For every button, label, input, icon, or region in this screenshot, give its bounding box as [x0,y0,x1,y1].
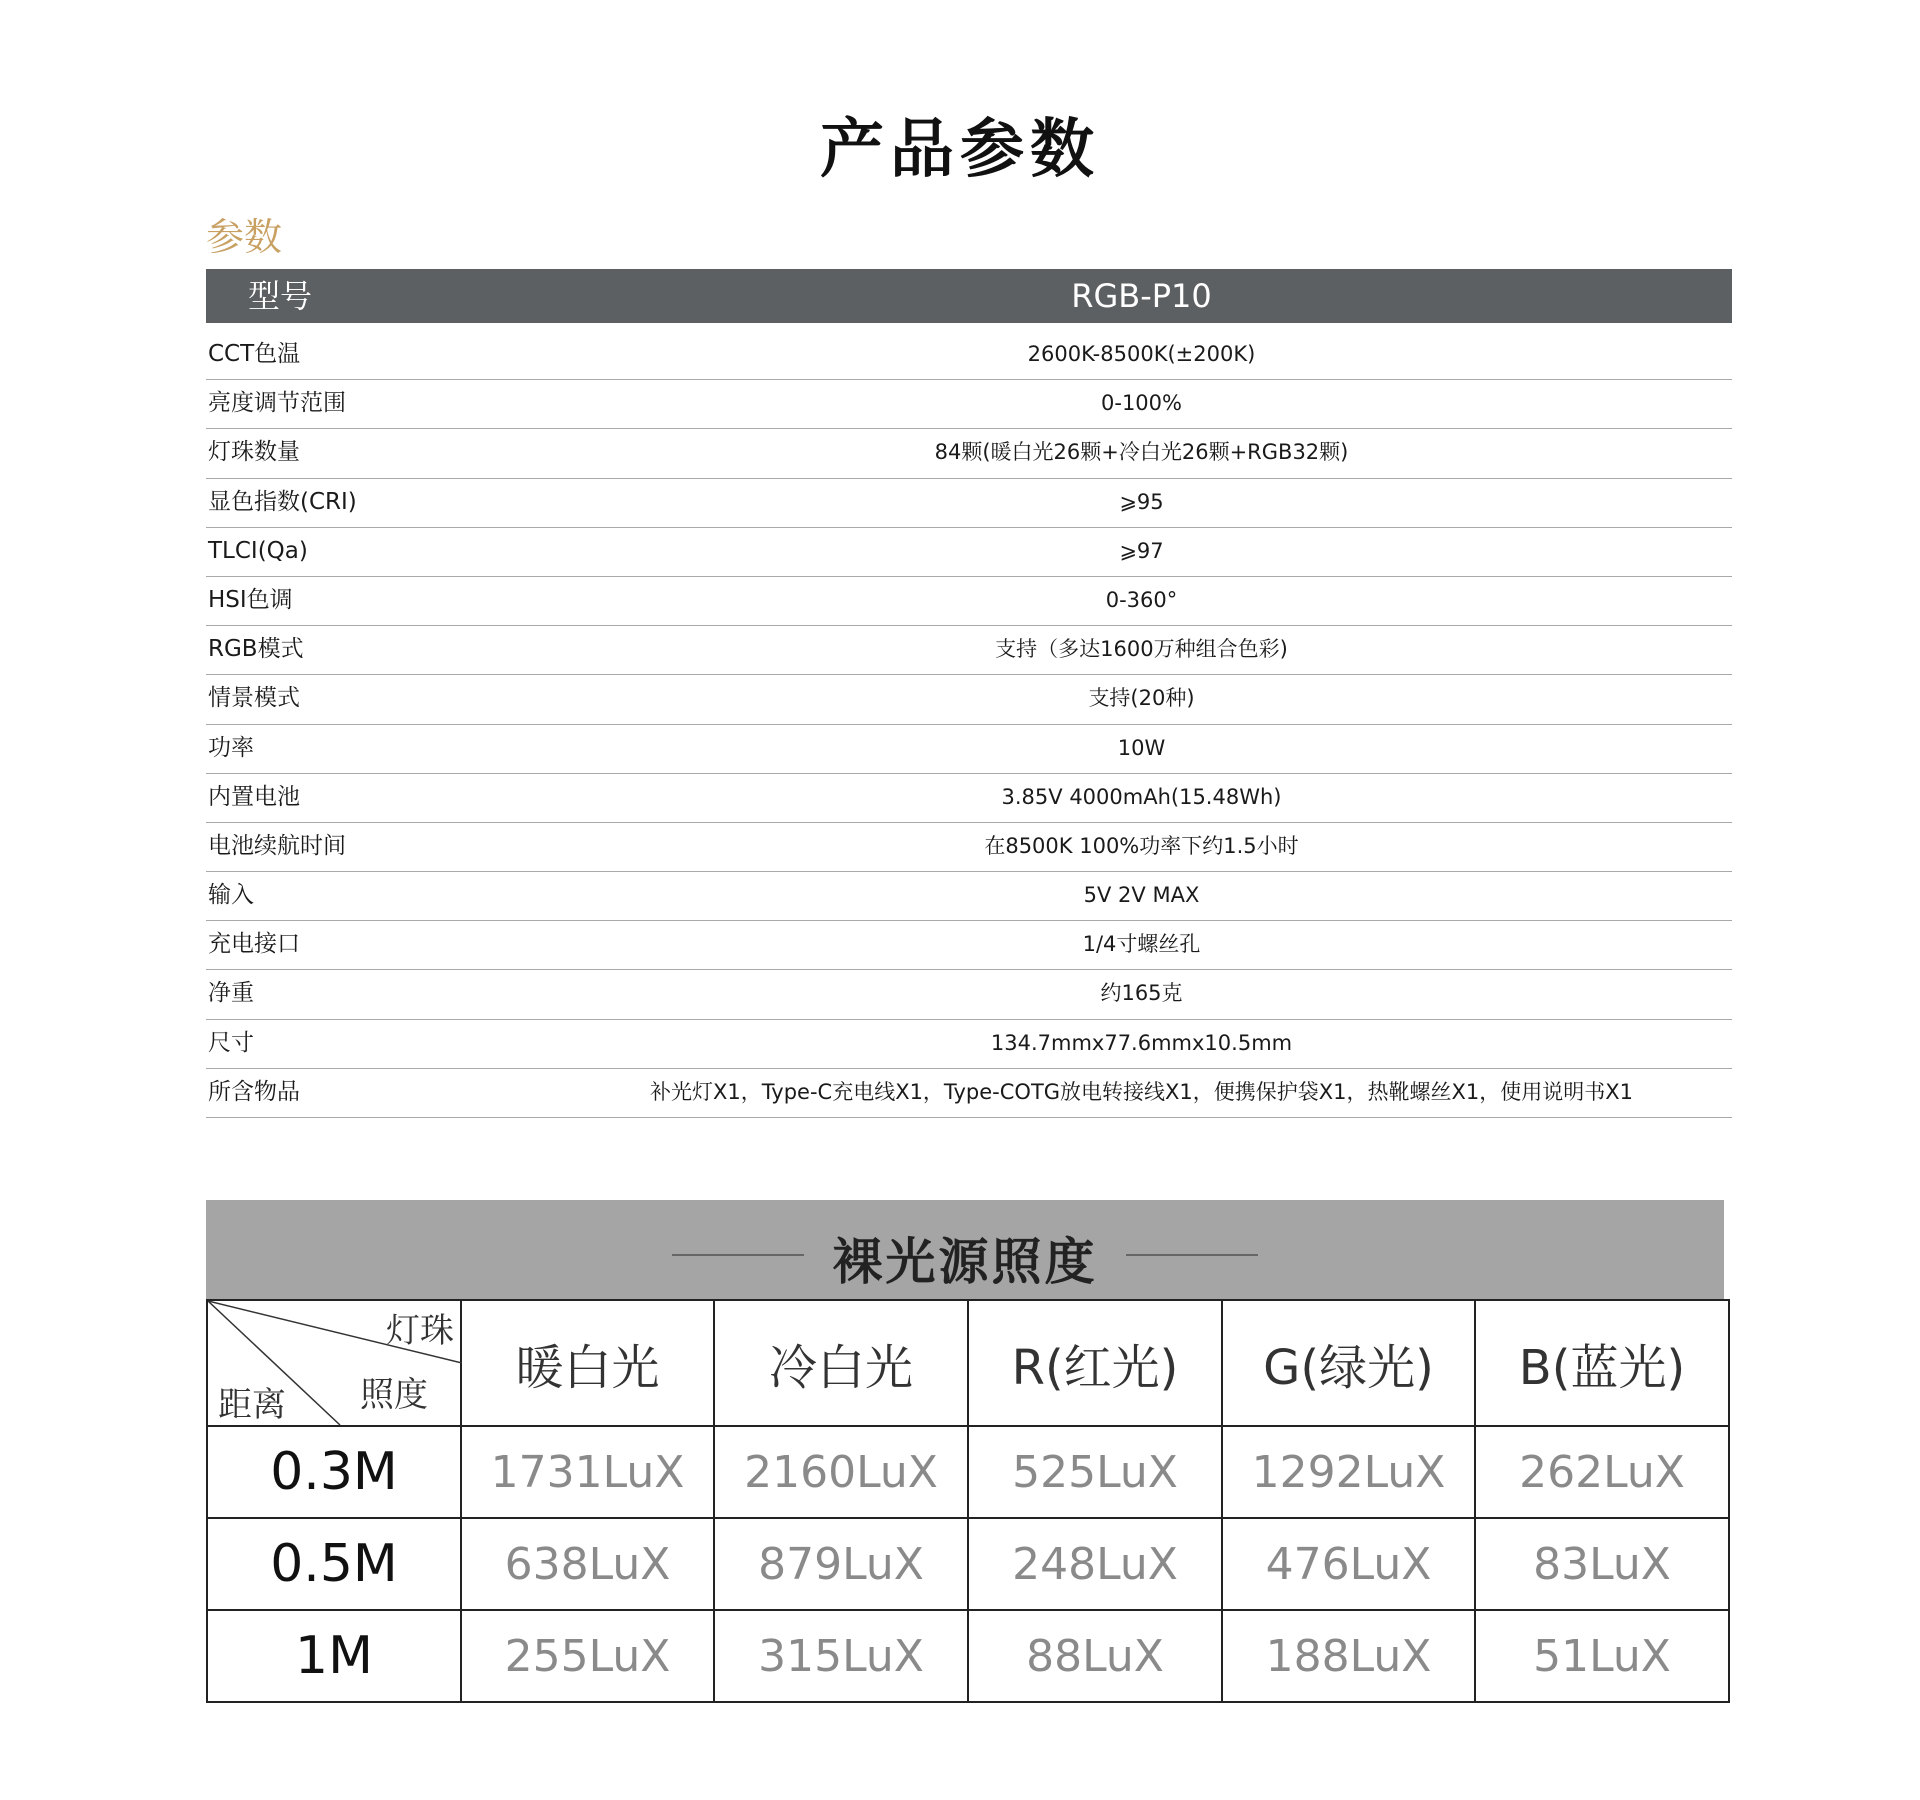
spec-label: 所含物品 [208,1078,300,1105]
spec-row [206,577,1732,626]
spec-row [206,429,1732,478]
spec-label: HSI色调 [208,586,293,613]
spec-label: TLCI(Qa) [208,537,308,564]
spec-label: CCT色温 [208,341,301,367]
lux-cell: 2160LuX [714,1426,968,1518]
spec-value: ⩾97 [1119,538,1164,563]
spec-row [206,725,1732,774]
spec-label: 尺寸 [208,1029,254,1056]
spec-value: ⩾95 [1119,489,1164,514]
spec-label: 灯珠数量 [208,439,300,466]
spec-value: 0-360° [1105,587,1178,612]
spec-row [206,479,1732,528]
spec-table-header [206,269,1732,323]
section-label: 参数 [206,215,283,259]
spec-row [206,675,1732,724]
lux-cell: 476LuX [1222,1518,1475,1610]
spec-label: 显色指数(CRI) [208,488,357,515]
spec-value: 84颗(暖白光26颗+冷白光26颗+RGB32颗) [934,440,1349,465]
illuminance-table [206,1299,1730,1703]
lux-cell: 262LuX [1475,1426,1729,1518]
spec-row [206,1020,1732,1069]
spec-row [206,528,1732,577]
spec-value: 3.85V 4000mAh(15.48Wh) [1001,784,1282,809]
model-value: RGB-P10 [1071,277,1212,315]
lux-cell: 879LuX [714,1518,968,1610]
spec-value: 5V 2V MAX [1083,883,1200,908]
lux-cell: 83LuX [1475,1518,1729,1610]
table-row [207,1426,1729,1518]
model-label: 型号 [248,277,313,315]
spec-value: 2600K-8500K(±200K) [1027,342,1256,366]
column-header: G(绿光) [1222,1300,1475,1426]
lux-cell: 255LuX [461,1610,714,1702]
column-header: 暖白光 [461,1300,714,1426]
spec-value: 10W [1117,735,1166,760]
distance-cell: 0.3M [207,1426,461,1518]
spec-value: 支持(20种) [1088,686,1195,711]
lux-cell: 1292LuX [1222,1426,1475,1518]
spec-row [206,331,1732,380]
spec-row [206,1069,1732,1118]
spec-table [206,331,1732,1118]
lux-cell: 525LuX [968,1426,1222,1518]
corner-label-led: 灯珠 [386,1311,454,1351]
lux-cell: 88LuX [968,1610,1222,1702]
spec-label: 内置电池 [208,783,300,810]
spec-label: 输入 [208,882,254,909]
illuminance-header-row [207,1300,1729,1426]
corner-label-illuminance: 照度 [360,1375,428,1415]
column-header: B(蓝光) [1475,1300,1729,1426]
spec-value: 约165克 [1100,981,1183,1006]
spec-value: 1/4寸螺丝孔 [1082,932,1201,957]
spec-value: 0-100% [1101,391,1182,416]
spec-label: 电池续航时间 [208,832,346,859]
title-decor-line-right [1126,1254,1258,1256]
spec-row [206,872,1732,921]
distance-cell: 1M [207,1610,461,1702]
lux-cell: 638LuX [461,1518,714,1610]
spec-label: 充电接口 [208,931,300,958]
corner-label-distance: 距离 [218,1385,286,1425]
spec-row [206,380,1732,429]
illuminance-title: 裸光源照度 [832,1233,1098,1291]
spec-value: 补光灯X1，Type-C充电线X1，Type-COTG放电转接线X1，便携保护袋X1，热靴螺丝X1，使用说明书X1 [649,1079,1634,1104]
spec-label: 功率 [208,734,254,761]
spec-label: 净重 [208,980,254,1007]
spec-label: RGB模式 [208,636,304,663]
spec-label: 亮度调节范围 [208,390,346,417]
lux-cell: 248LuX [968,1518,1222,1610]
spec-row [206,970,1732,1019]
spec-value: 在8500K 100%功率下约1.5小时 [984,833,1299,858]
spec-value: 支持（多达1600万种组合色彩) [995,637,1288,662]
spec-row [206,823,1732,872]
lux-cell: 51LuX [1475,1610,1729,1702]
table-row [207,1610,1729,1702]
lux-cell: 315LuX [714,1610,968,1702]
spec-row [206,774,1732,823]
table-row [207,1518,1729,1610]
illuminance-title-band [206,1200,1724,1300]
spec-value: 134.7mmx77.6mmx10.5mm [990,1030,1293,1055]
lux-cell: 188LuX [1222,1610,1475,1702]
lux-cell: 1731LuX [461,1426,714,1518]
spec-row [206,626,1732,675]
page-title: 产品参数 [820,113,1100,187]
spec-row [206,921,1732,970]
distance-cell: 0.5M [207,1518,461,1610]
column-header: R(红光) [968,1300,1222,1426]
spec-label: 情景模式 [208,685,300,712]
column-header: 冷白光 [714,1300,968,1426]
corner-cell [207,1300,461,1426]
